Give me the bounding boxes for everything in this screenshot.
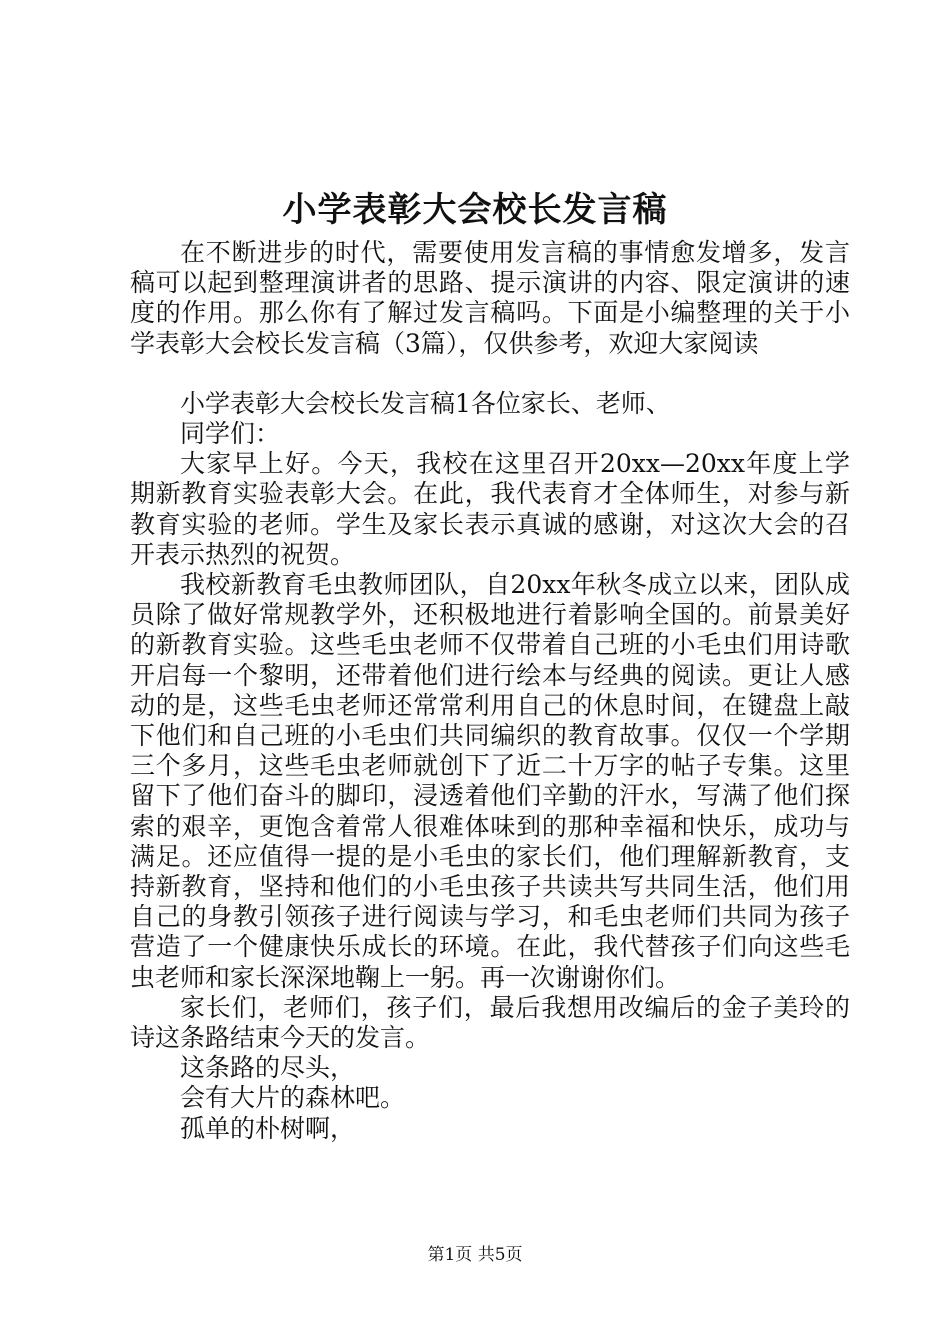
paragraph-gap (130, 359, 850, 389)
document-title: 小学表彰大会校长发言稿 (282, 190, 668, 230)
section-heading: 小学表彰大会校长发言稿1各位家长、老师、 (180, 388, 671, 418)
document-body (130, 238, 850, 1144)
poem-line: 这条路的尽头， (180, 1053, 356, 1083)
poem-line: 孤单的朴树啊， (180, 1113, 356, 1143)
greeting-line: 同学们： (180, 419, 281, 449)
poem-line: 会有大片的森林吧。 (180, 1083, 406, 1113)
page-footer: 第1页 共5页 (427, 1245, 523, 1265)
body-paragraph-1: 大家早上好。今天，我校在这里召开20xx—20xx年度上学期新教育实验表彰大会。在此，我代表育才全体师生，对参与新教育实验的老师。学生及家长表示真诚的感谢，对这次大会的召开表示热烈的祝贺。 (130, 449, 850, 569)
body-paragraph-2: 我校新教育毛虫教师团队，自20xx年秋冬成立以来，团队成员除了做好常规教学外，还积极地进行着影响全国的。前景美好的新教育实验。这些毛虫老师不仅带着自己班的小毛虫们用诗歌开启每一个黎明，还带着他们进行绘本与经典的阅读。更让人感动的是，这些毛虫老师还常常利用自己的休息时间，在键盘上敲下他们和自己班的小毛虫们共同编织的教育故事。仅仅一个学期三个多月，这些毛虫老师就创下了近二十万字的帖子专集。这里留下了他们奋斗的脚印，浸透着他们辛勤的汗水，写满了他们探索的艰辛，更饱含着常人很难体味到的那种幸福和快乐，成功与满足。还应值得一提的是小毛虫的家长们，他们理解新教育，支持新教育，坚持和他们的小毛虫孩子共读共写共同生活，他们用自己的身教引领孩子进行阅读与学习，和毛虫老师们共同为孩子营造了一个健康快乐成长的环境。在此，我代替孩子们向这些毛虫老师和家长深深地鞠上一躬。再一次谢谢你们。 (130, 570, 850, 992)
intro-paragraph: 在不断进步的时代，需要使用发言稿的事情愈发增多，发言稿可以起到整理演讲者的思路、提示演讲的内容、限定演讲的速度的作用。那么你有了解过发言稿吗。下面是小编整理的关于小学表彰大会校长发言稿（3篇），仅供参考，欢迎大家阅读 (130, 238, 850, 358)
body-paragraph-3: 家长们，老师们，孩子们，最后我想用改编后的金子美玲的诗这条路结束今天的发言。 (130, 992, 850, 1053)
